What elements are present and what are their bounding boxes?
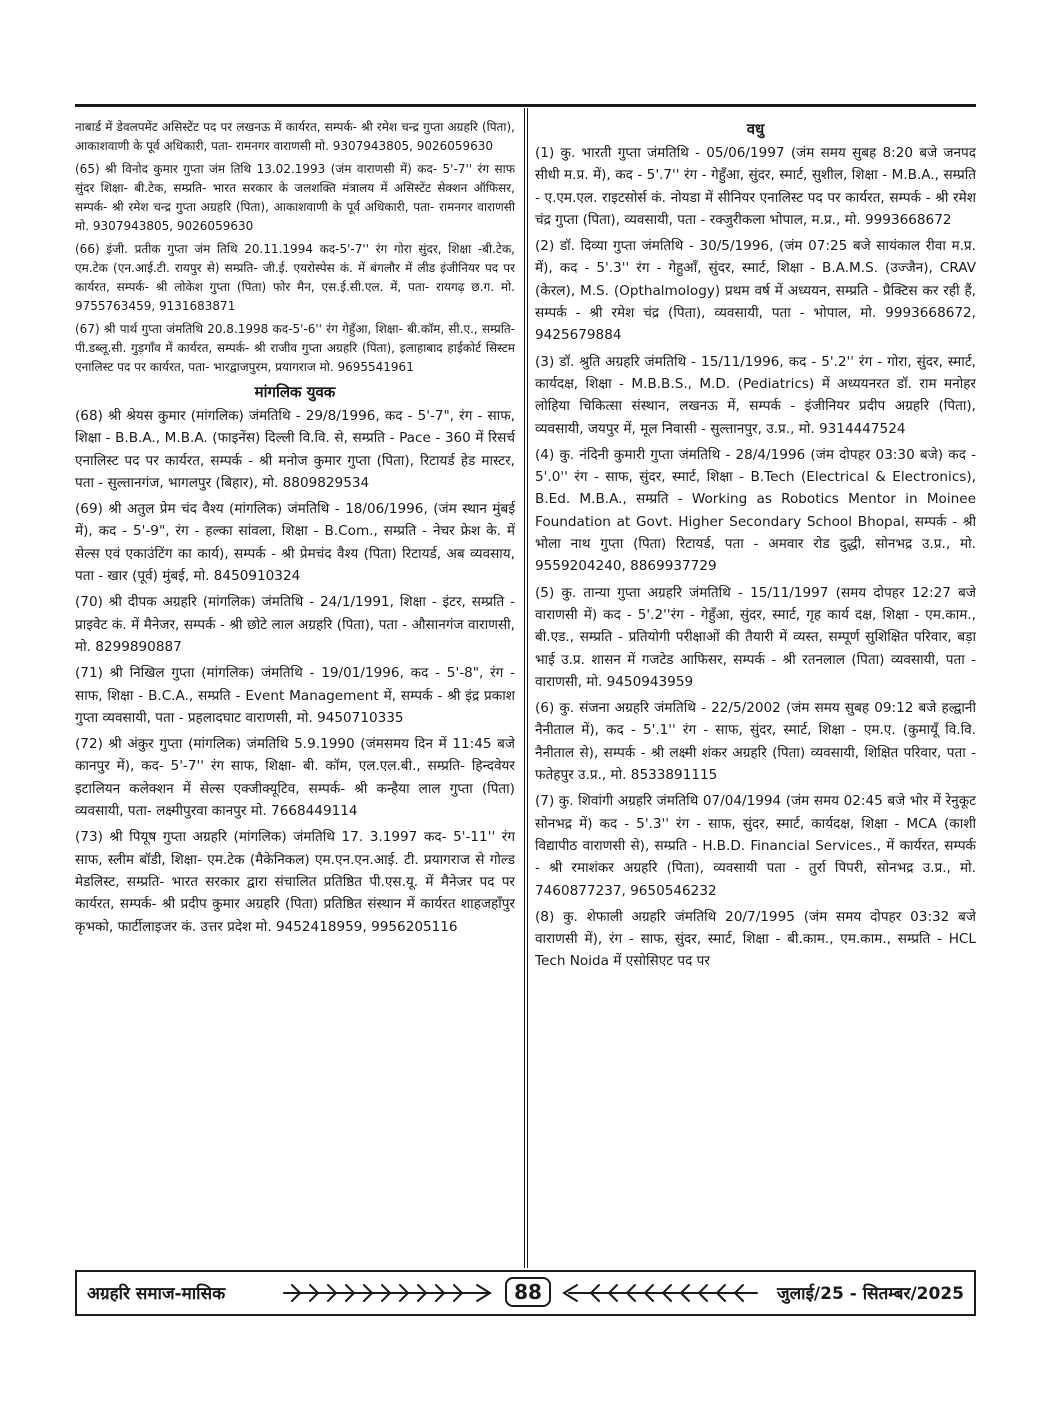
entry-66: (66) इंजी. प्रतीक गुप्ता जंम तिथि 20.11.1994 कद-5'-7'' रंग गोरा सुंदर, शिक्षा -बी.टेक, एम.टेक (एन.आई.टी. रायपुर से) सम्प्रति- जी.ई. एयरोस्पेस कं. में बंगलौर में लीड इंजीनियर पद पर कार्यरत, सम्पर्क- श्री लोकेश गुप्ता (पिता) फोर मैन, एस.ई.सी.एल. में, पता- रायगढ़ छ.ग. मो. 9755763459, 9131683871 [75, 242, 515, 313]
bride-entry-6: (6) कु. संजना अग्रहरि जंमतिथि - 22/5/2002 (जंम समय सुबह 09:12 बजे हल्द्वानी नैनीताल में), कद - 5'.1'' रंग - साफ, सुंदर, स्मार्ट, शिक्षा - एम.ए. (कुमायूँ वि.वि. नैनीताल से), सम्पर्क - श्री लक्ष्मी शंकर अग्रहरि (पिता) व्यवसायी, शिक्षित परिवार, पता - फतेहपुर उ.प्र., मो. 8533891115 [535, 700, 976, 784]
section-heading-brides: वधु [746, 120, 765, 138]
bride-entry-7: (7) कु. शिवांगी अग्रहरि जंमतिथि 07/04/1994 (जंम समय 02:45 बजे भोर में रेनुकूट सोनभद्र में) कद - 5'.3'' रंग - साफ, सुंदर, स्मार्ट, कार्यदक्ष, शिक्षा - MCA (काशी विद्यापीठ वाराणसी से), सम्प्रति - H.B.D. Financial Services., में कार्यरत, सम्पर्क - श्री रमाशंकर अग्रहरि (पिता), व्यवसायी पता - तुर्रा पिपरी, सोनभद्र उ.प्र., मो. 7460877237, 9650546232 [535, 793, 976, 899]
column-divider [524, 108, 525, 1268]
column-divider [527, 108, 528, 1268]
bride-entry-8: (8) कु. शेफाली अग्रहरि जंमतिथि 20/7/1995 (जंम समय दोपहर 03:32 बजे वाराणसी में), रंग - साफ, सुंदर, स्मार्ट, शिक्षा - बी.काम., एम.काम., सम्प्रति - HCL Tech Noida में एसोसिएट पद पर [535, 908, 976, 970]
top-rule [75, 104, 976, 107]
entry-73: (73) श्री पियूष गुप्ता अग्रहरि (मांगलिक) जंमतिथि 17. 3.1997 कद- 5'-11'' रंग साफ, स्लीम बॉडी, शिक्षा- एम.टेक (मैकेनिकल) एम.एन.एन.आई. टी. प्रयागराज से गोल्ड मेडलिस्ट, सम्प्रति- भारत सरकार द्वारा संचालित प्रतिष्ठित पी.एस.यू. में मैनेजर पद पर कार्यरत, सम्पर्क- श्री प्रदीप कुमार अग्रहरि (पिता) प्रतिष्ठित संस्थान में कार्यरत शाहजहाँपुर कृभको, फार्टीलाइजर कं. उत्तर प्रदेश मो. 9452418959, 9956205116 [75, 829, 515, 935]
bride-entry-4: (4) कु. नंदिनी कुमारी गुप्ता जंमतिथि - 28/4/1996 (जंम दोपहर 03:30 बजे) कद - 5'.0'' रंग - साफ, सुंदर, स्मार्ट, शिक्षा - B.Tech (Electrical & Electronics), B.Ed. M.B.A., सम्प्रति - Working as Robotics Mentor in Moinee Foundation at Govt. Higher Secondary School Bhopal, सम्पर्क - श्री भोला नाथ गुप्ता (पिता) रिटायर्ड, पता - अमवार रोड दुद्धी, सोनभद्र उ.प्र., मो. 9559204240, 8869937729 [535, 446, 976, 575]
magazine-title: अग्रहरि समाज-मासिक [87, 1284, 226, 1304]
entry-65: (65) श्री विनोद कुमार गुप्ता जंम तिथि 13.02.1993 (जंम वाराणसी में) कद- 5'-7'' रंग साफ सुंदर शिक्षा- बी.टेक, सम्प्रति- भारत सरकार के जलशक्ति मंत्रालय में असिस्टेंट सेक्शन ऑफिसर, सम्पर्क- श्री रमेश चन्द्र गुप्ता अग्रहरि (पिता), आकाशवाणी के पूर्व अधिकारी, पता- रामनगर वाराणसी मो. 9307943805, 9026059630 [75, 162, 515, 233]
entry-70: (70) श्री दीपक अग्रहरि (मांगलिक) जंमतिथि - 24/1/1991, शिक्षा - इंटर, सम्प्रति - प्राइवेट कं. में मैनेजर, सम्पर्क - श्री छोटे लाल अग्रहरि (पिता), पता - औसानगंज वाराणसी, मो. 8299890887 [75, 594, 515, 655]
entry-69: (69) श्री अतुल प्रेम चंद वैश्य (मांगलिक) जंमतिथि - 18/06/1996, (जंम स्थान मुंबई में), कद - 5'-9", रंग - हल्का सांवला, शिक्षा - B.Com., सम्प्रति - नेचर फ्रेश के. में सेल्स एवं एकाउंटिंग का कार्य), सम्पर्क - श्री प्रेमचंद वैश्य (पिता) रिटायर्ड, अब व्यवसाय, पता - खार (पूर्व) मुंबई, मो. 8450910324 [75, 501, 515, 585]
bride-entry-1: (1) कु. भारती गुप्ता जंमतिथि - 05/06/1997 (जंम समय सुबह 8:20 बजे जनपद सीधी म.प्र. में), कद - 5'.7'' रंग - गेहुँआ, सुंदर, स्मार्ट, सुशील, शिक्षा - M.B.A., सम्प्रति - ए.एम.एल. राइटसोर्स कं. नोयडा में सीनियर एनालिस्ट पद पर कार्यरत, सम्पर्क - श्री रमेश चंद्र गुप्ता (पिता), व्यवसायी, पता - रक्जुरीकला भोपाल, म.प्र., मो. 9993668672 [535, 145, 976, 228]
entry-72: (72) श्री अंकुर गुप्ता (मांगलिक) जंमतिथि 5.9.1990 (जंमसमय दिन में 11:45 बजे कानपुर में), कद- 5'-7'' रंग साफ, शिक्षा- बी. कॉम, एल.एल.बी., सम्प्रति- हिन्दवेयर इटालियन कलेक्शन में सेल्स एक्जीक्यूटिव, सम्पर्क- श्री कन्हैया लाल गुप्ता (पिता) व्यवसायी, पता- लक्ष्मीपुरवा कानपुर मो. 7668449114 [75, 736, 515, 820]
bride-entry-3: (3) डॉ. श्रुति अग्रहरि जंमतिथि - 15/11/1996, कद - 5'.2'' रंग - गोरा, सुंदर, स्मार्ट, कार्यदक्ष, शिक्षा - M.B.B.S., M.D. (Pediatrics) में अध्ययनरत डॉ. राम मनोहर लोहिया चिकित्सा संस्थान, लखनऊ में, सम्पर्क - इंजीनियर प्रदीप अग्रहरि (पिता), व्यवसायी, जयपुर में, मूल निवासी - सुल्तानपुर, उ.प्र., मो. 9314447524 [535, 353, 976, 437]
page-number: 88 [505, 1277, 551, 1307]
section-heading-manglik-grooms: मांगलिक युवक [254, 383, 336, 401]
right-column [535, 118, 976, 1268]
left-arrow-ornament-icon [282, 1280, 497, 1306]
entry-71: (71) श्री निखिल गुप्ता (मांगलिक) जंमतिथि - 19/01/1996, कद - 5'-8", रंग - साफ, शिक्षा - B.C.A., सम्प्रति - Event Management में, सम्पर्क - श्री इंद्र प्रकाश गुप्ता व्यवसायी, पता - प्रहलादघाट वाराणसी, मो. 9450710335 [75, 665, 515, 726]
entry-64-continued: नाबार्ड में डेवलपमेंट असिस्टेंट पद पर लखनऊ में कार्यरत, सम्पर्क- श्री रमेश चन्द्र गुप्ता अग्रहरि (पिता), आकाशवाणी के पूर्व अधिकारी, पता- रामनगर वाराणसी मो. 9307943805, 9026059630 [75, 120, 515, 153]
entry-67: (67) श्री पार्थ गुप्ता जंमतिथि 20.8.1998 कद-5'-6'' रंग गेहुँआ, शिक्षा- बी.कॉम, सी.ए., सम्प्रति- पी.डब्लू.सी. गुड़गाँव में कार्यरत, सम्पर्क- श्री राजीव गुप्ता अग्रहरि (पिता), इलाहाबाद हाईकोर्ट सिस्टम एनालिस्ट पद पर कार्यरत, पता- भारद्वाजपुरम, प्रयागराज मो. 9695541961 [75, 322, 515, 374]
right-arrow-ornament-icon [559, 1280, 759, 1306]
entry-68: (68) श्री श्रेयस कुमार (मांगलिक) जंमतिथि - 29/8/1996, कद - 5'-7", रंग - साफ, शिक्षा - B.B.A., M.B.A. (फाइनेंस) दिल्ली वि.वि. से, सम्प्रति - Pace - 360 में रिसर्च एनालिस्ट पद पर कार्यरत, सम्पर्क - श्री मनोज कुमार गुप्ता (पिता), रिटायर्ड हेड मास्टर, पता - सुल्तानगंज, भागलपुर (बिहार), मो. 8809829534 [75, 408, 515, 491]
issue-date: जुलाई/25 - सितम्बर/2025 [777, 1284, 964, 1304]
bride-entry-5: (5) कु. तान्या गुप्ता अग्रहरि जंमतिथि - 15/11/1997 (समय दोपहर 12:27 बजे वाराणसी में) कद - 5'.2''रंग - गेहुँआ, सुंदर, स्मार्ट, गृह कार्य दक्ष, शिक्षा - एम.काम., बी.एड., सम्प्रति - प्रतियोगी परीक्षाओं की तैयारी में व्यस्त, सम्पूर्ण सुशिक्षित परिवार, बड़ा भाई उ.प्र. शासन में गजटेड आफिसर, सम्पर्क - श्री रतनलाल (पिता) व्यवसायी, पता - वाराणसी, मो. 9450943959 [535, 584, 976, 690]
left-column [75, 118, 515, 1268]
page-footer [75, 1270, 976, 1316]
bride-entry-2: (2) डॉ. दिव्या गुप्ता जंमतिथि - 30/5/1996, (जंम 07:25 बजे सायंकाल रीवा म.प्र. में), कद - 5'.3'' रंग - गेहुआँ, सुंदर, स्मार्ट, शिक्षा - B.A.M.S. (उज्जैन), CRAV (केरल), M.S. (Opthalmology) प्रथम वर्ष में अध्ययन, सम्प्रति - प्रैक्टिस कर रही हैं, सम्पर्क - श्री रमेश चंद्र (पिता), व्यवसायी, पता - भोपाल, मो. 9993668672, 9425679884 [535, 238, 976, 344]
magazine-page [75, 104, 976, 1318]
